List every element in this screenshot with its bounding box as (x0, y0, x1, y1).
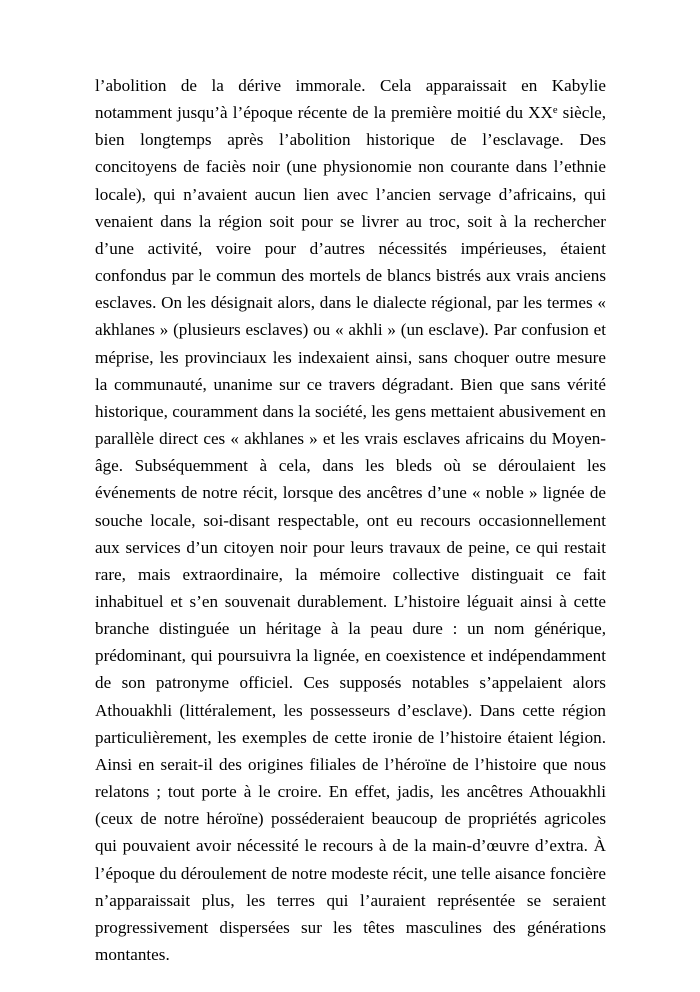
paragraph-segment-trailing: siècle, bien longtemps après l’abolition historique de l’esclavage. Des concitoyens de faciès noir (une physionomie non courante dans l’ethnie locale), qui n’avaient aucun lien avec l’ancien servage d’africains, qui venaient dans la région soit pour se livrer au troc, soit à la rechercher d’une activité, voire pour d’autres nécessités impérieuses, étaient confondus par le commun des mortels de blancs bistrés aux vrais anciens esclaves. On les désignait alors, dans le dialecte régional, par les termes « akhlanes » (plusieurs esclaves) ou « akhli » (un esclave). Par confusion et méprise, les provinciaux les indexaient ainsi, sans choquer outre mesure la communauté, unanime sur ce travers dégradant. Bien que sans vérité historique, couramment dans la société, les gens mettaient abusivement en parallèle direct ces « akhlanes » et les vrais esclaves africains du Moyen-âge. Subséquemment à cela, dans les bleds où se déroulaient les événements de notre récit, lorsque des ancêtres d’une « noble » lignée de souche locale, soi-disant respectable, ont eu recours occasionnellement aux services d’un citoyen noir pour leurs travaux de peine, ce qui restait rare, mais extraordinaire, la mémoire collective distinguait ce fait inhabituel et s’en souvenait durablement. L’histoire léguait ainsi à cette branche distinguée un héritage à la peau dure : un nom générique, prédominant, qui poursuivra la lignée, en coexistence et indépendamment de son patronyme officiel. Ces supposés notables s’appelaient alors Athouakhli (littéralement, les possesseurs d’esclave). Dans cette région particulièrement, les exemples de cette ironie de l’histoire étaient légion. Ainsi en serait-il des origines filiales de l’héroïne de l’histoire que nous relatons ; tout porte à le croire. En effet, jadis, les ancêtres Athouakhli (ceux de notre héroïne) posséderaient beaucoup de propriétés agricoles qui pouvaient avoir nécessité le recours à de la main-d’œuvre d’extra. À l’époque du déroulement de notre modeste récit, une telle aisance foncière n’apparaissait plus, les terres qui l’auraient représentée se seraient progressivement dispersées sur les têtes masculines des générations montantes. (95, 103, 606, 964)
ordinal-superscript: e (552, 105, 558, 117)
body-paragraph (95, 72, 606, 968)
paragraph-segment-leading: l’abolition de la dérive immorale. Cela apparaissait en Kabylie notamment jusqu’à l’époque récente de la première moitié du XX (95, 76, 606, 123)
body-text-block (95, 72, 606, 968)
